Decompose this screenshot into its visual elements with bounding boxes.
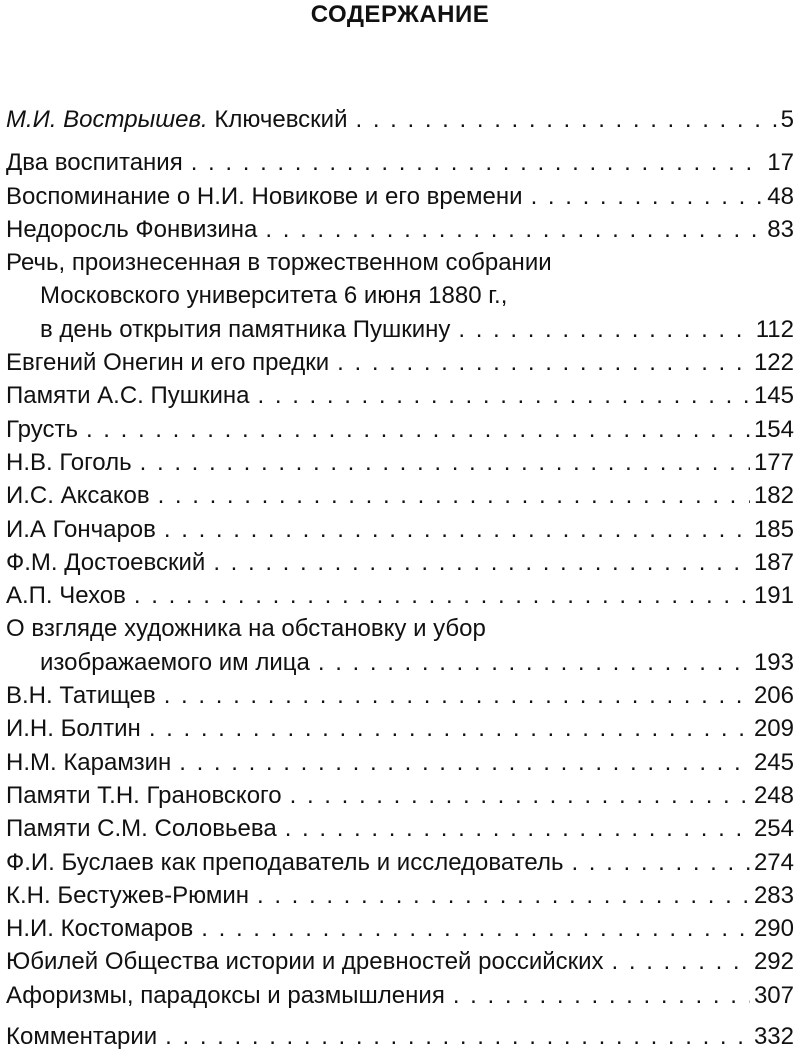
toc-entry-line: [6, 246, 794, 279]
toc-entry-title: Н.И. Костомаров: [6, 915, 194, 943]
toc-entry-page-number: 274: [753, 848, 794, 876]
table-of-contents: [6, 103, 794, 1053]
toc-entry-page-number: 177: [753, 448, 794, 476]
toc-entry-title: Ф.И. Буслаев как преподаватель и исследователь: [6, 848, 564, 876]
toc-entry-line: [6, 1020, 794, 1053]
toc-entry-title: Ф.М. Достоевский: [6, 548, 206, 576]
toc-entry-title: Н.М. Карамзин: [6, 748, 172, 776]
dot-leader: [164, 513, 750, 546]
toc-entry-page-number: 332: [753, 1023, 794, 1051]
toc-entry-line: [6, 146, 794, 179]
toc-entry[interactable]: [6, 1020, 794, 1053]
toc-entry-page-number: 206: [753, 682, 794, 710]
dot-leader: [258, 379, 750, 412]
toc-entry-title: Юбилей Общества истории и древностей российских: [6, 948, 604, 976]
dot-leader: [265, 213, 763, 246]
toc-entry-line: [6, 979, 794, 1012]
toc-entry-line: [6, 513, 794, 546]
dot-leader: [134, 579, 750, 612]
toc-entry[interactable]: [6, 346, 794, 379]
toc-entry-line: [6, 479, 794, 512]
toc-entry-page-number: 283: [753, 881, 794, 909]
toc-entry-line: [6, 546, 794, 579]
toc-entry-page-number: 290: [753, 915, 794, 943]
toc-entry-author: М.И. Вострышев.: [6, 106, 208, 133]
toc-entry[interactable]: [6, 579, 794, 612]
dot-leader: [337, 346, 750, 379]
dot-leader: [531, 180, 764, 213]
toc-entry-title: И.А Гончаров: [6, 515, 156, 543]
toc-entry-page-number: 112: [755, 315, 794, 343]
toc-entry-page-number: 145: [753, 382, 794, 410]
toc-entry[interactable]: [6, 213, 794, 246]
dot-leader: [191, 146, 764, 179]
toc-entry-title: Речь, произнесенная в торжественном собрании: [6, 249, 552, 277]
toc-entry[interactable]: [6, 679, 794, 712]
toc-entry-line: [6, 413, 794, 446]
toc-entry-line: [6, 279, 794, 312]
toc-entry-title: Комментарии: [6, 1023, 158, 1051]
toc-entry-line: [6, 612, 794, 645]
toc-entry-title: Памяти С.М. Соловьева: [6, 815, 277, 843]
dot-leader: [285, 812, 750, 845]
toc-entry-title: Памяти Т.Н. Грановского: [6, 781, 282, 809]
toc-entry-page-number: 209: [753, 715, 794, 743]
toc-entry-title: Два воспитания: [6, 149, 183, 177]
toc-entry-page-number: 193: [753, 648, 794, 676]
toc-entry-title: Памяти А.С. Пушкина: [6, 382, 250, 410]
dot-leader: [165, 1020, 750, 1053]
toc-entry[interactable]: [6, 246, 794, 346]
toc-entry-title: А.П. Чехов: [6, 582, 126, 610]
toc-entry[interactable]: [6, 103, 794, 136]
toc-entry-page-number: 191: [753, 582, 794, 610]
toc-entry[interactable]: [6, 779, 794, 812]
toc-entry-title: изображаемого им лица: [40, 648, 310, 676]
dot-leader: [257, 879, 750, 912]
toc-entry-page-number: 122: [753, 349, 794, 377]
toc-entry-title: Воспоминание о Н.И. Новикове и его времени: [6, 182, 523, 210]
toc-entry-title: Афоризмы, парадоксы и размышления: [6, 981, 445, 1009]
toc-entry-line: [6, 579, 794, 612]
dot-leader: [290, 779, 750, 812]
toc-entry-page-number: 83: [767, 215, 794, 243]
toc-entry[interactable]: [6, 180, 794, 213]
toc-entry-title: Евгений Онегин и его предки: [6, 349, 330, 377]
dot-leader: [158, 479, 750, 512]
dot-leader: [86, 413, 750, 446]
toc-entry[interactable]: [6, 979, 794, 1012]
toc-entry-line: [6, 446, 794, 479]
toc-entry[interactable]: [6, 945, 794, 978]
toc-entry-title: в день открытия памятника Пушкину: [40, 315, 451, 343]
toc-entry[interactable]: [6, 546, 794, 579]
toc-entry[interactable]: [6, 812, 794, 845]
toc-entry-page-number: 5: [780, 106, 794, 133]
toc-entry-title: Недоросль Фонвизина: [6, 215, 258, 243]
toc-entry[interactable]: [6, 379, 794, 412]
toc-entry-line: [6, 679, 794, 712]
toc-entry-page-number: 292: [753, 948, 794, 976]
toc-entry-line: [6, 712, 794, 745]
toc-entry[interactable]: [6, 513, 794, 546]
toc-entry-line: [6, 213, 794, 246]
toc-entry-title: К.Н. Бестужев-Рюмин: [6, 881, 249, 909]
toc-entry-title: В.Н. Татищев: [6, 682, 156, 710]
dot-leader: [164, 679, 750, 712]
dot-leader: [149, 712, 750, 745]
toc-entry-line: [6, 945, 794, 978]
dot-leader: [201, 912, 750, 945]
toc-entry[interactable]: [6, 879, 794, 912]
toc-entry-page-number: 307: [753, 981, 794, 1009]
toc-entry-page-number: 185: [753, 515, 794, 543]
toc-entry-page-number: 17: [767, 149, 794, 177]
dot-leader: [453, 979, 750, 1012]
toc-entry-title: Н.В. Гоголь: [6, 448, 132, 476]
toc-entry-page-number: 48: [767, 182, 794, 210]
toc-entry-title: М.И. Вострышев. Ключевский: [6, 106, 348, 133]
toc-entry-page-number: 154: [753, 415, 794, 443]
dot-leader: [458, 313, 751, 346]
toc-entry-line: [6, 779, 794, 812]
dot-leader: [213, 546, 750, 579]
toc-entry-line: [6, 180, 794, 213]
toc-entry-line: [6, 912, 794, 945]
toc-entry-line: [6, 879, 794, 912]
toc-entry[interactable]: [6, 446, 794, 479]
toc-entry-line: [6, 646, 794, 679]
dot-leader: [179, 746, 750, 779]
toc-entry-line: [6, 379, 794, 412]
toc-entry-title: О взгляде художника на обстановку и убор: [6, 615, 486, 643]
toc-entry-line: [6, 313, 794, 346]
toc-entry-page-number: 182: [753, 482, 794, 510]
toc-entry[interactable]: [6, 712, 794, 745]
toc-entry-page-number: 245: [753, 748, 794, 776]
toc-entry-title: Грусть: [6, 415, 78, 443]
toc-entry-page-number: 254: [753, 815, 794, 843]
page-title: СОДЕРЖАНИЕ: [310, 1, 490, 28]
dot-leader: [612, 945, 750, 978]
toc-entry-page-number: 248: [753, 781, 794, 809]
toc-entry-line: [6, 846, 794, 879]
toc-entry[interactable]: [6, 479, 794, 512]
toc-entry-title: И.С. Аксаков: [6, 482, 150, 510]
toc-entry-page-number: 187: [753, 548, 794, 576]
toc-entry-title: Московского университета 6 июня 1880 г.,: [40, 282, 508, 310]
dot-leader: [318, 646, 750, 679]
toc-entry-line: [6, 812, 794, 845]
dot-leader: [356, 103, 777, 136]
toc-entry[interactable]: [6, 846, 794, 879]
toc-entry-line: [6, 103, 794, 136]
toc-entry-line: [6, 346, 794, 379]
toc-entry[interactable]: [6, 912, 794, 945]
dot-leader: [571, 846, 749, 879]
toc-entry[interactable]: [6, 146, 794, 179]
toc-entry[interactable]: [6, 746, 794, 779]
toc-entry-title: И.Н. Болтин: [6, 715, 141, 743]
toc-entry[interactable]: [6, 413, 794, 446]
toc-entry[interactable]: [6, 612, 794, 679]
toc-entry-line: [6, 746, 794, 779]
dot-leader: [140, 446, 750, 479]
